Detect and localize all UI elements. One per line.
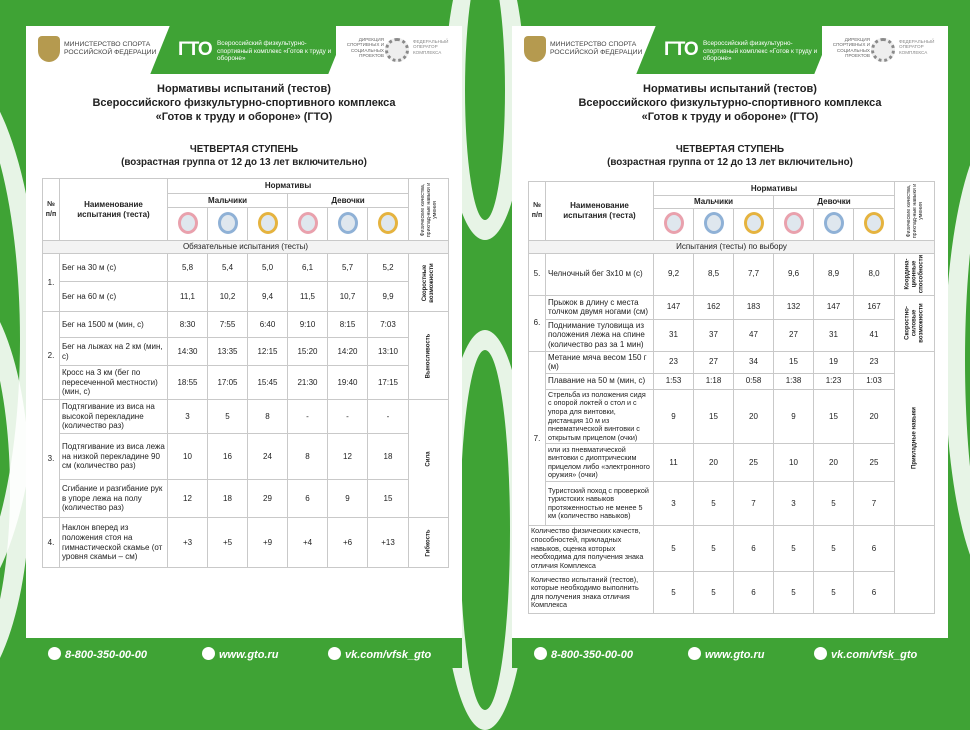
col-test-name: Наименование испытания (теста) [60,179,168,241]
directorate-name: ДИРЕКЦИЯ СПОРТИВНЫХ И СОЦИАЛЬНЫХ ПРОЕКТОВ [832,37,870,59]
stage-age-group: (возрастная группа от 12 до 13 лет включительно) [121,157,367,168]
sheet-header [512,26,948,74]
norms-table [42,178,449,568]
norms-sheet-optional [512,26,948,668]
gto-logo: ГТО [664,39,698,60]
globe-icon [202,647,215,660]
table-row: 1. Бег на 30 м (с) 5,8 5,4 5,0 6,1 5,7 5,2 Скоростные возможности [43,254,449,282]
globe-icon [688,647,701,660]
coat-of-arms-icon [524,36,546,62]
vk-icon [814,647,827,660]
col-qualities: Физические качества, приклад-ные навыки и умения [895,182,935,241]
footer-vk-link[interactable]: vk.com/vfsk_gto [814,647,917,661]
sheet-footer [512,638,948,668]
operator-logo-icon [385,38,409,62]
sheet-footer [26,638,462,668]
norms-table [528,181,935,614]
background-arc [945,120,970,600]
gto-complex-name: Всероссийский физкультурно-спортивный комплекс «Готов к труду и обороне» [217,40,332,63]
col-norms: Нормативы [168,179,409,194]
silver-medal-icon [338,212,358,234]
table-row: Бег на 60 м (с) 11,1 10,2 9,4 11,5 10,7 9,9 [43,282,449,312]
phone-icon [534,647,547,660]
stage-name: ЧЕТВЕРТАЯ СТУПЕНЬ [189,144,299,155]
category-speed: Скоростные возможности [409,254,449,312]
doc-title-line2: Всероссийского физкультурно-спортивного комплекса [578,97,882,109]
silver-medal-icon [704,212,724,234]
table-row: 5. Челночный бег 3х10 м (с) 9,2 8,5 7,7 9,6 8,9 8,0 Координа-ционные способности [529,253,935,295]
col-boys: Мальчики [654,196,774,209]
table-row: Бег на лыжах на 2 км (мин, с) 14:30 13:35 12:15 15:20 14:20 13:10 [43,338,449,366]
category-strength: Сила [409,400,449,518]
footer-site-link[interactable]: www.gto.ru [688,647,764,661]
category-endurance: Выносливость [409,312,449,400]
footer-site-link[interactable]: www.gto.ru [202,647,278,661]
footer-phone: 8-800-350-00-00 [48,647,147,661]
bronze-medal-icon [178,212,198,234]
norms-sheet-mandatory [26,26,462,668]
summary-row: Количество испытаний (тестов), которые необходимо выполнить для получения знака отличия Комплекса 5 5 6 5 5 6 [529,572,935,614]
table-row: Сгибание и разгибание рук в упоре лежа на полу (количество раз) 12 18 29 6 9 15 [43,480,449,518]
bronze-medal-icon [664,212,684,234]
coat-of-arms-icon [38,36,60,62]
doc-title-line3: «Готов к труду и обороне» (ГТО) [641,111,819,123]
category-applied-skills: Прикладные навыки [895,351,935,526]
col-norms: Нормативы [654,182,895,196]
col-boys: Мальчики [168,194,288,208]
vk-icon [328,647,341,660]
col-num: № п/п [529,182,546,241]
stage-age-group: (возрастная группа от 12 до 13 лет включительно) [607,157,853,168]
doc-title-line1: Нормативы испытаний (тестов) [643,83,817,95]
bronze-medal-icon [298,212,318,234]
summary-row: Количество физических качеств, способностей, прикладных навыков, оценка которых необходима для получения знака отличия Комплекса 5 5 6 5 5 6 [529,526,935,572]
col-girls: Девочки [288,194,409,208]
silver-medal-icon [218,212,238,234]
gold-medal-icon [378,212,398,234]
table-row: Поднимание туловища из положения лежа на спине (количество раз за 1 мин) 31 37 47 27 31 41 [529,319,935,351]
gto-complex-name: Всероссийский физкультурно-спортивный комплекс «Готов к труду и обороне» [703,40,818,63]
phone-icon [48,647,61,660]
table-row: 6. Прыжок в длину с места толчком двумя ногами (см) 147 162 183 132 147 167 Скоростно-силовые возможности [529,295,935,319]
footer-vk-link[interactable]: vk.com/vfsk_gto [328,647,431,661]
table-row: 3. Подтягивание из виса на высокой перекладине (количество раз) 3 5 8 - - - Сила [43,400,449,434]
gold-medal-icon [258,212,278,234]
stage-name: ЧЕТВЕРТАЯ СТУПЕНЬ [675,144,785,155]
ministry-name: МИНИСТЕРСТВО СПОРТА РОССИЙСКОЙ ФЕДЕРАЦИИ [550,41,643,56]
category-coordination: Координа-ционные способности [895,253,935,295]
ministry-name: МИНИСТЕРСТВО СПОРТА РОССИЙСКОЙ ФЕДЕРАЦИИ [64,41,157,56]
section-mandatory: Обязательные испытания (тесты) [43,241,449,254]
section-optional: Испытания (тесты) по выбору [529,241,935,254]
table-row: или из пневматической винтовки с диоптрическим прицелом либо «электронного оружия» (очки) 11 20 25 10 20 25 [529,444,935,482]
doc-title-line1: Нормативы испытаний (тестов) [157,83,331,95]
category-flexibility: Гибкость [409,518,449,568]
bronze-medal-icon [784,212,804,234]
gto-logo: ГТО [178,39,212,60]
gold-medal-icon [744,212,764,234]
col-test-name: Наименование испытания (теста) [546,182,654,241]
table-row: 4. Наклон вперед из положения стоя на гимнастической скамье (от уровня скамьи – см) +3 +5 +9 +4 +6 +13 Гибкость [43,518,449,568]
table-row: Плавание на 50 м (мин, с) 1:53 1:18 0:58 1:38 1:23 1:03 [529,373,935,389]
doc-title-line3: «Готов к труду и обороне» (ГТО) [155,111,333,123]
table-row: Стрельба из положения сидя с опорой локтей о стол и с упора для винтовки, дистанция 10 м из пневматической винтовки с открытым прицелом (очки) 9 15 20 9 15 20 [529,389,935,444]
operator-name: ФЕДЕРАЛЬНЫЙ ОПЕРАТОР КОМПЛЕКСА [899,39,935,55]
col-girls: Девочки [774,196,895,209]
doc-title-line2: Всероссийского физкультурно-спортивного комплекса [92,97,396,109]
col-qualities: Физические качества, приклад-ные навыки и умения [409,179,449,241]
directorate-name: ДИРЕКЦИЯ СПОРТИВНЫХ И СОЦИАЛЬНЫХ ПРОЕКТОВ [346,37,384,59]
table-row: Туристский поход с проверкой туристских навыков протяженностью не менее 5 км (количество навыков) 3 5 7 3 5 7 [529,482,935,526]
operator-logo-icon [871,38,895,62]
table-row: 7. Метание мяча весом 150 г (м) 23 27 34 15 19 23 Прикладные навыки [529,351,935,373]
category-speed-strength: Скоростно-силовые возможности [895,295,935,351]
gold-medal-icon [864,212,884,234]
footer-phone: 8-800-350-00-00 [534,647,633,661]
table-row: Подтягивание из виса лежа на низкой перекладине 90 см (количество раз) 10 16 24 8 12 18 [43,434,449,480]
silver-medal-icon [824,212,844,234]
operator-name: ФЕДЕРАЛЬНЫЙ ОПЕРАТОР КОМПЛЕКСА [413,39,449,55]
table-row: 2. Бег на 1500 м (мин, с) 8:30 7:55 6:40 9:10 8:15 7:03 Выносливость [43,312,449,338]
table-row: Кросс на 3 км (бег по пересеченной местности) (мин, с) 18:55 17:05 15:45 21:30 19:40 17:15 [43,366,449,400]
sheet-header [26,26,462,74]
col-num: № п/п [43,179,60,241]
